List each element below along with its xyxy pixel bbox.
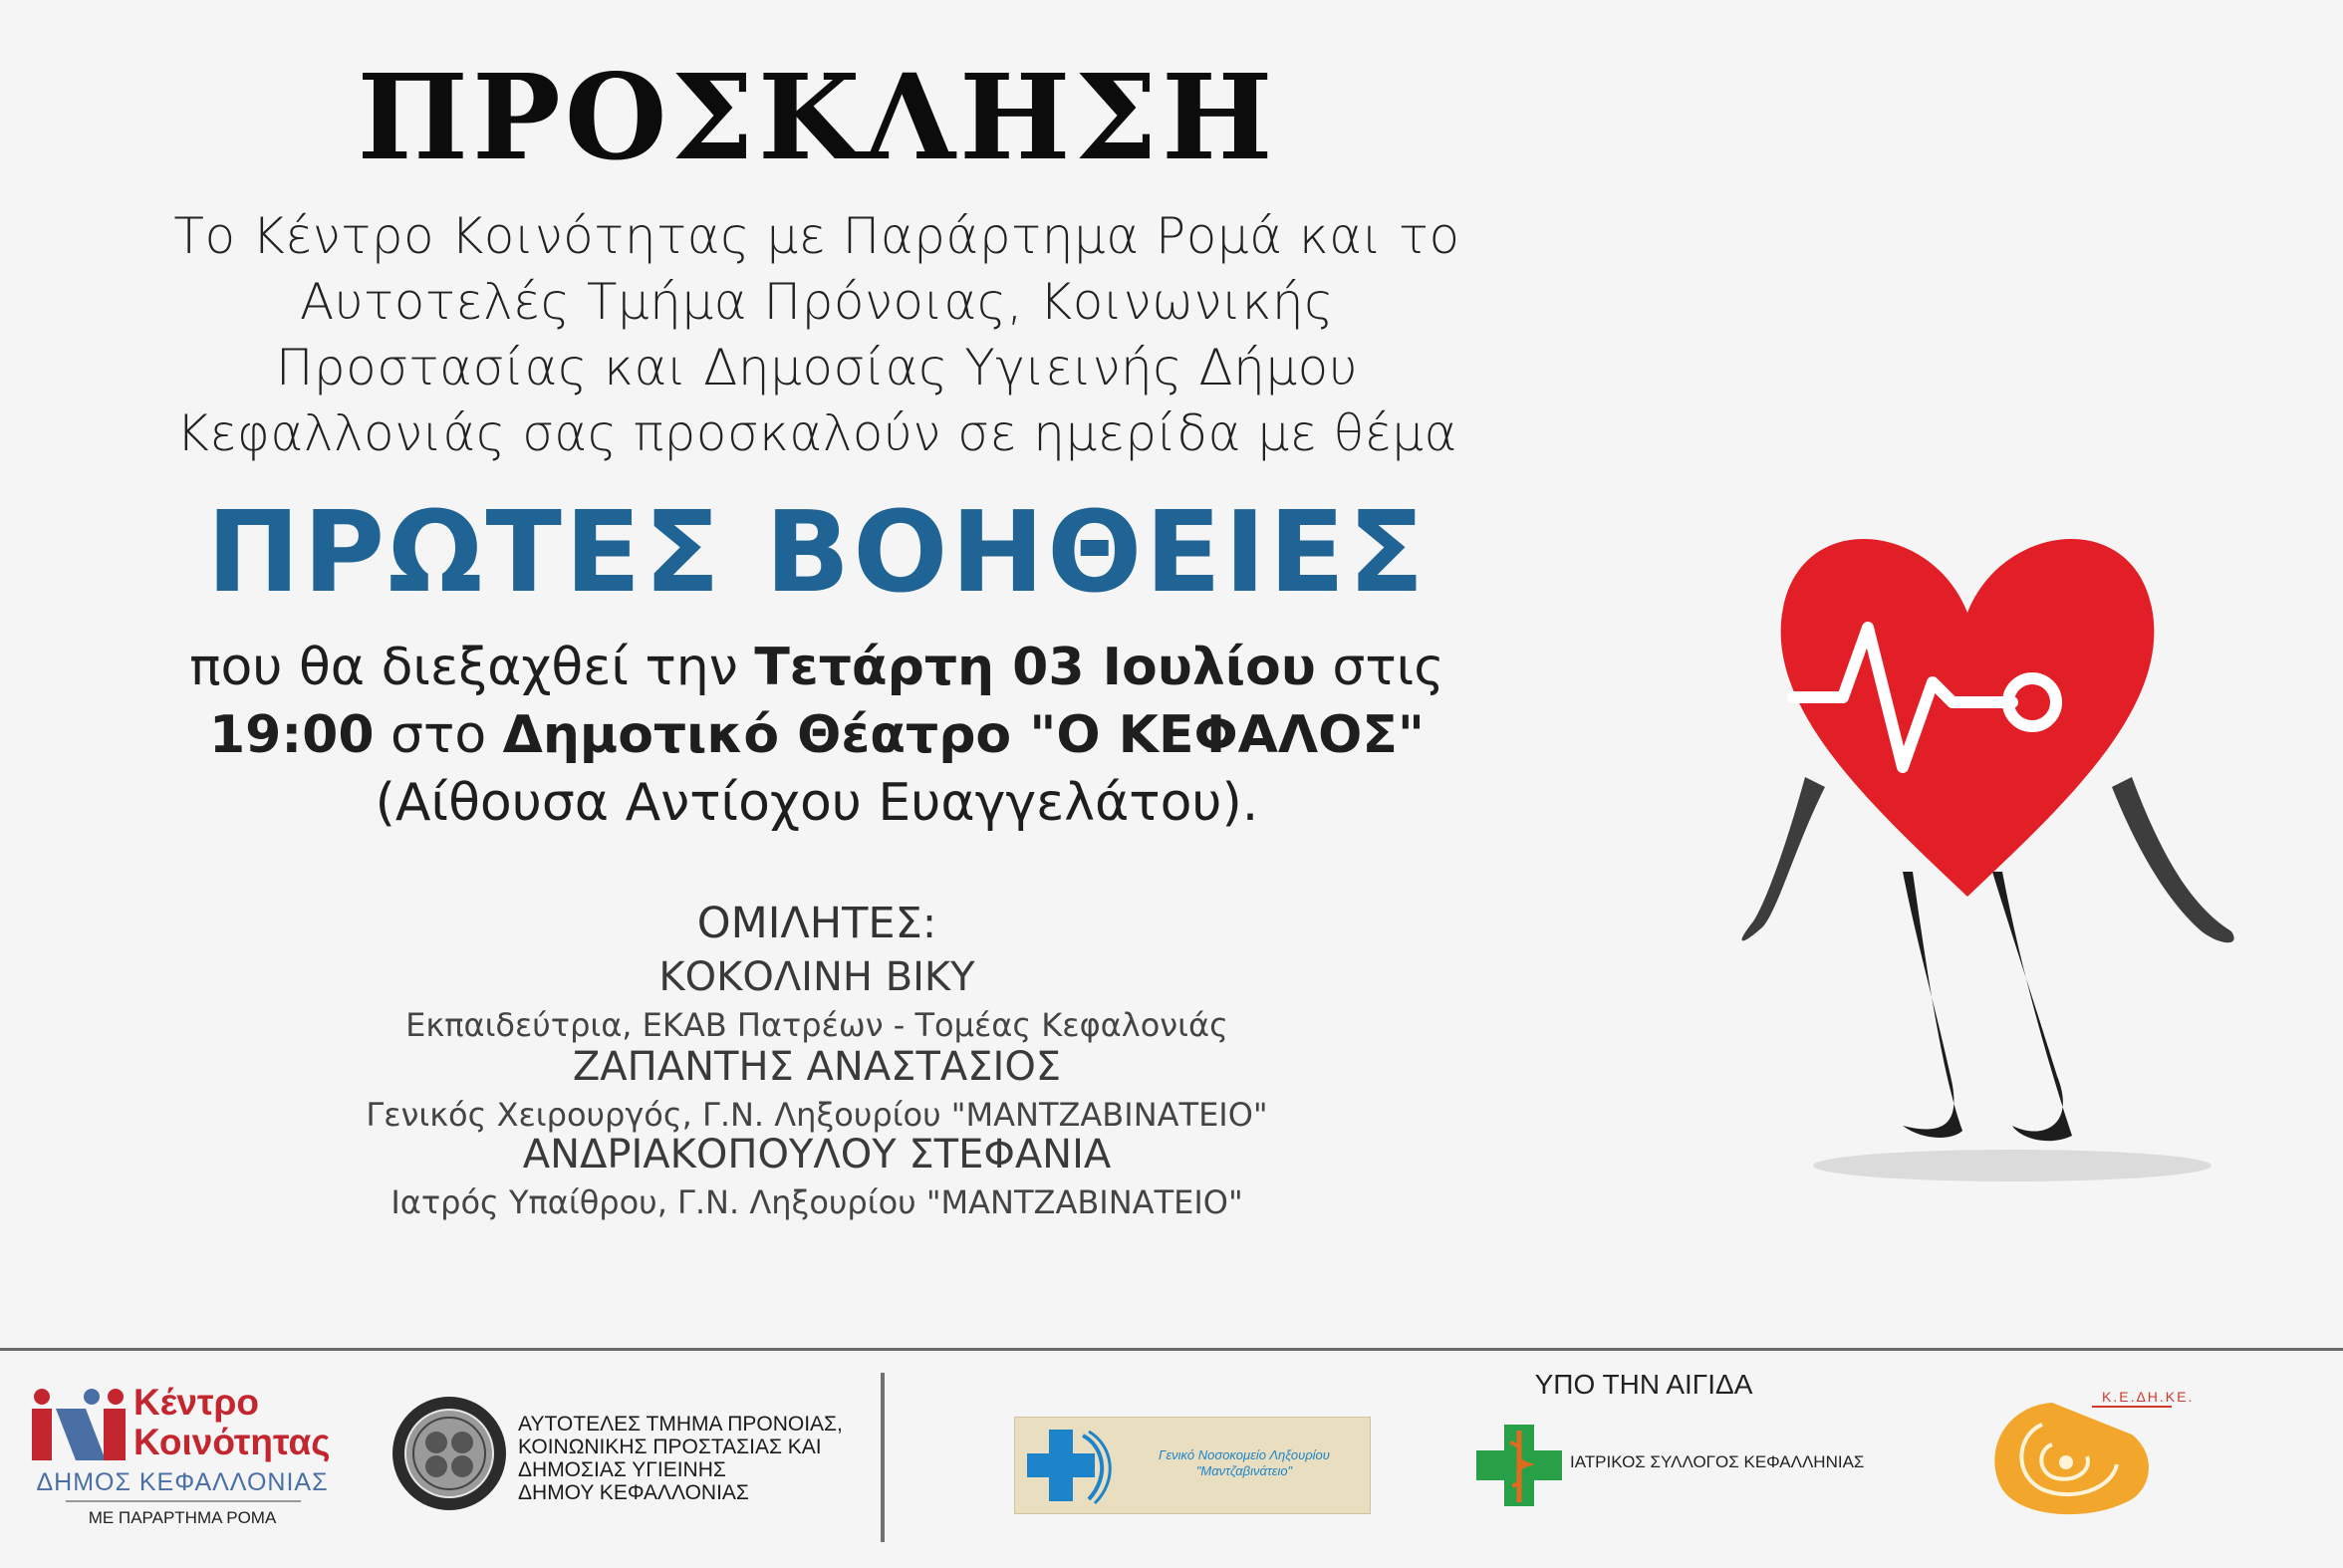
community-center-name xyxy=(133,1383,330,1462)
medical-association-label: ΙΑΤΡΙΚΟΣ ΣΥΛΛΟΓΟΣ ΚΕΦΑΛΛΗΝΙΑΣ xyxy=(1570,1452,1865,1471)
footer-vertical-divider xyxy=(881,1373,885,1542)
footer-divider xyxy=(0,1348,2343,1351)
heart-character-icon xyxy=(1713,478,2271,1215)
kedike-label: Κ.Ε.ΔΗ.ΚΕ. xyxy=(2102,1389,2195,1405)
logo-rule xyxy=(66,1500,301,1502)
left-arm xyxy=(1742,777,1825,940)
under-aegis-label: ΥΠΟ ΤΗΝ ΑΙΓΙΔΑ xyxy=(1534,1369,1753,1400)
municipal-seal-icon xyxy=(390,1395,508,1512)
event-when-line-2 xyxy=(0,705,1634,765)
speaker-role: Γενικός Χειρουργός, Γ.Ν. Ληξουρίου "ΜΑΝΤΖΑΒΙΝΑΤΕΙΟ" xyxy=(366,1096,1268,1134)
right-arm xyxy=(2112,777,2234,942)
welfare-line: ΔΗΜΟΣΙΑΣ ΥΓΙΕΙΝΗΣ xyxy=(518,1458,726,1481)
intro-line-1: Το Κέντρο Κοινότητας με Παράρτημα Ρομά και το xyxy=(173,207,1460,265)
welfare-dept-label xyxy=(518,1413,843,1504)
community-center-logo xyxy=(30,1379,335,1538)
event-time: 19:00 xyxy=(209,705,375,765)
right-leg xyxy=(1992,872,2072,1141)
hospital-name-2: "Μαντζαβινάτειο" xyxy=(1195,1463,1293,1478)
speaker-name: ΖΑΠΑΝΤΗΣ ΑΝΑΣΤΑΣΙΟΣ xyxy=(572,1044,1062,1090)
left-leg xyxy=(1903,872,1962,1138)
event-when-line-1 xyxy=(0,638,1634,697)
community-people-icon xyxy=(30,1387,130,1466)
when-mid: στο xyxy=(374,705,503,765)
speaker-name: ΑΝΔΡΙΑΚΟΠΟΥΛΟΥ ΣΤΕΦΑΝΙΑ xyxy=(522,1132,1112,1177)
community-center-name-2: Κοινότητας xyxy=(133,1422,331,1462)
municipality-label: ΔΗΜΟΣ ΚΕΦΑΛΛΟΝΙΑΣ xyxy=(36,1468,329,1496)
speaker-role: Εκπαιδεύτρια, ΕΚΑΒ Πατρέων - Τομέας Κεφαλονιάς xyxy=(405,1006,1228,1044)
intro-line-3: Προστασίας και Δημοσίας Υγιεινής Δήμου xyxy=(275,339,1359,396)
roma-branch-label: ΜΕ ΠΑΡΑΡΤΗΜΑ ΡΟΜΑ xyxy=(88,1508,277,1527)
heart-body xyxy=(1781,539,2155,897)
event-date: Τετάρτη 03 Ιουλίου xyxy=(754,638,1316,697)
when-post: στις xyxy=(1315,638,1444,697)
kedike-logo-icon xyxy=(1982,1395,2182,1524)
community-center-name-1: Κέντρο xyxy=(133,1382,259,1423)
speakers-heading: ΟΜΙΛΗΤΕΣ: xyxy=(696,899,937,948)
hospital-logo xyxy=(1014,1417,1371,1514)
speaker-name: ΚΟΚΟΛΙΝΗ ΒΙΚΥ xyxy=(658,954,975,1000)
welfare-line: ΚΟΙΝΩΝΙΚΗΣ ΠΡΟΣΤΑΣΙΑΣ ΚΑΙ xyxy=(518,1436,822,1458)
welfare-line: ΔΗΜΟΥ ΚΕΦΑΛΛΟΝΙΑΣ xyxy=(518,1481,749,1504)
medical-cross-icon xyxy=(1023,1426,1119,1505)
shadow xyxy=(1813,1150,2212,1181)
welfare-line: ΑΥΤΟΤΕΛΕΣ ΤΜΗΜΑ ΠΡΟΝΟΙΑΣ, xyxy=(518,1413,843,1436)
hospital-name xyxy=(1127,1447,1362,1479)
hospital-name-1: Γενικό Νοσοκομείο Ληξουρίου xyxy=(1159,1447,1330,1462)
medical-association-emblem-icon xyxy=(1474,1423,1564,1508)
speaker-role: Ιατρός Υπαίθρου, Γ.Ν. Ληξουρίου "ΜΑΝΤΖΑΒΙΝΑΤΕΙΟ" xyxy=(390,1183,1243,1221)
intro-line-2: Αυτοτελές Τμήμα Πρόνοιας, Κοινωνικής xyxy=(300,273,1334,331)
intro-line-4: Κεφαλλονιάς σας προσκαλούν σε ημερίδα με θέμα xyxy=(176,404,1457,462)
event-hall: (Αίθουσα Αντίοχου Ευαγγελάτου). xyxy=(375,773,1259,833)
event-subject: ΠΡΩΤΕΣ ΒΟΗΘΕΙΕΣ xyxy=(206,488,1428,618)
when-pre: που θα διεξαχθεί την xyxy=(189,638,755,697)
event-venue: Δημοτικό Θέατρο "Ο ΚΕΦΑΛΟΣ" xyxy=(502,705,1425,765)
invitation-title: ΠΡΟΣΚΛΗΣΗ xyxy=(357,48,1277,186)
